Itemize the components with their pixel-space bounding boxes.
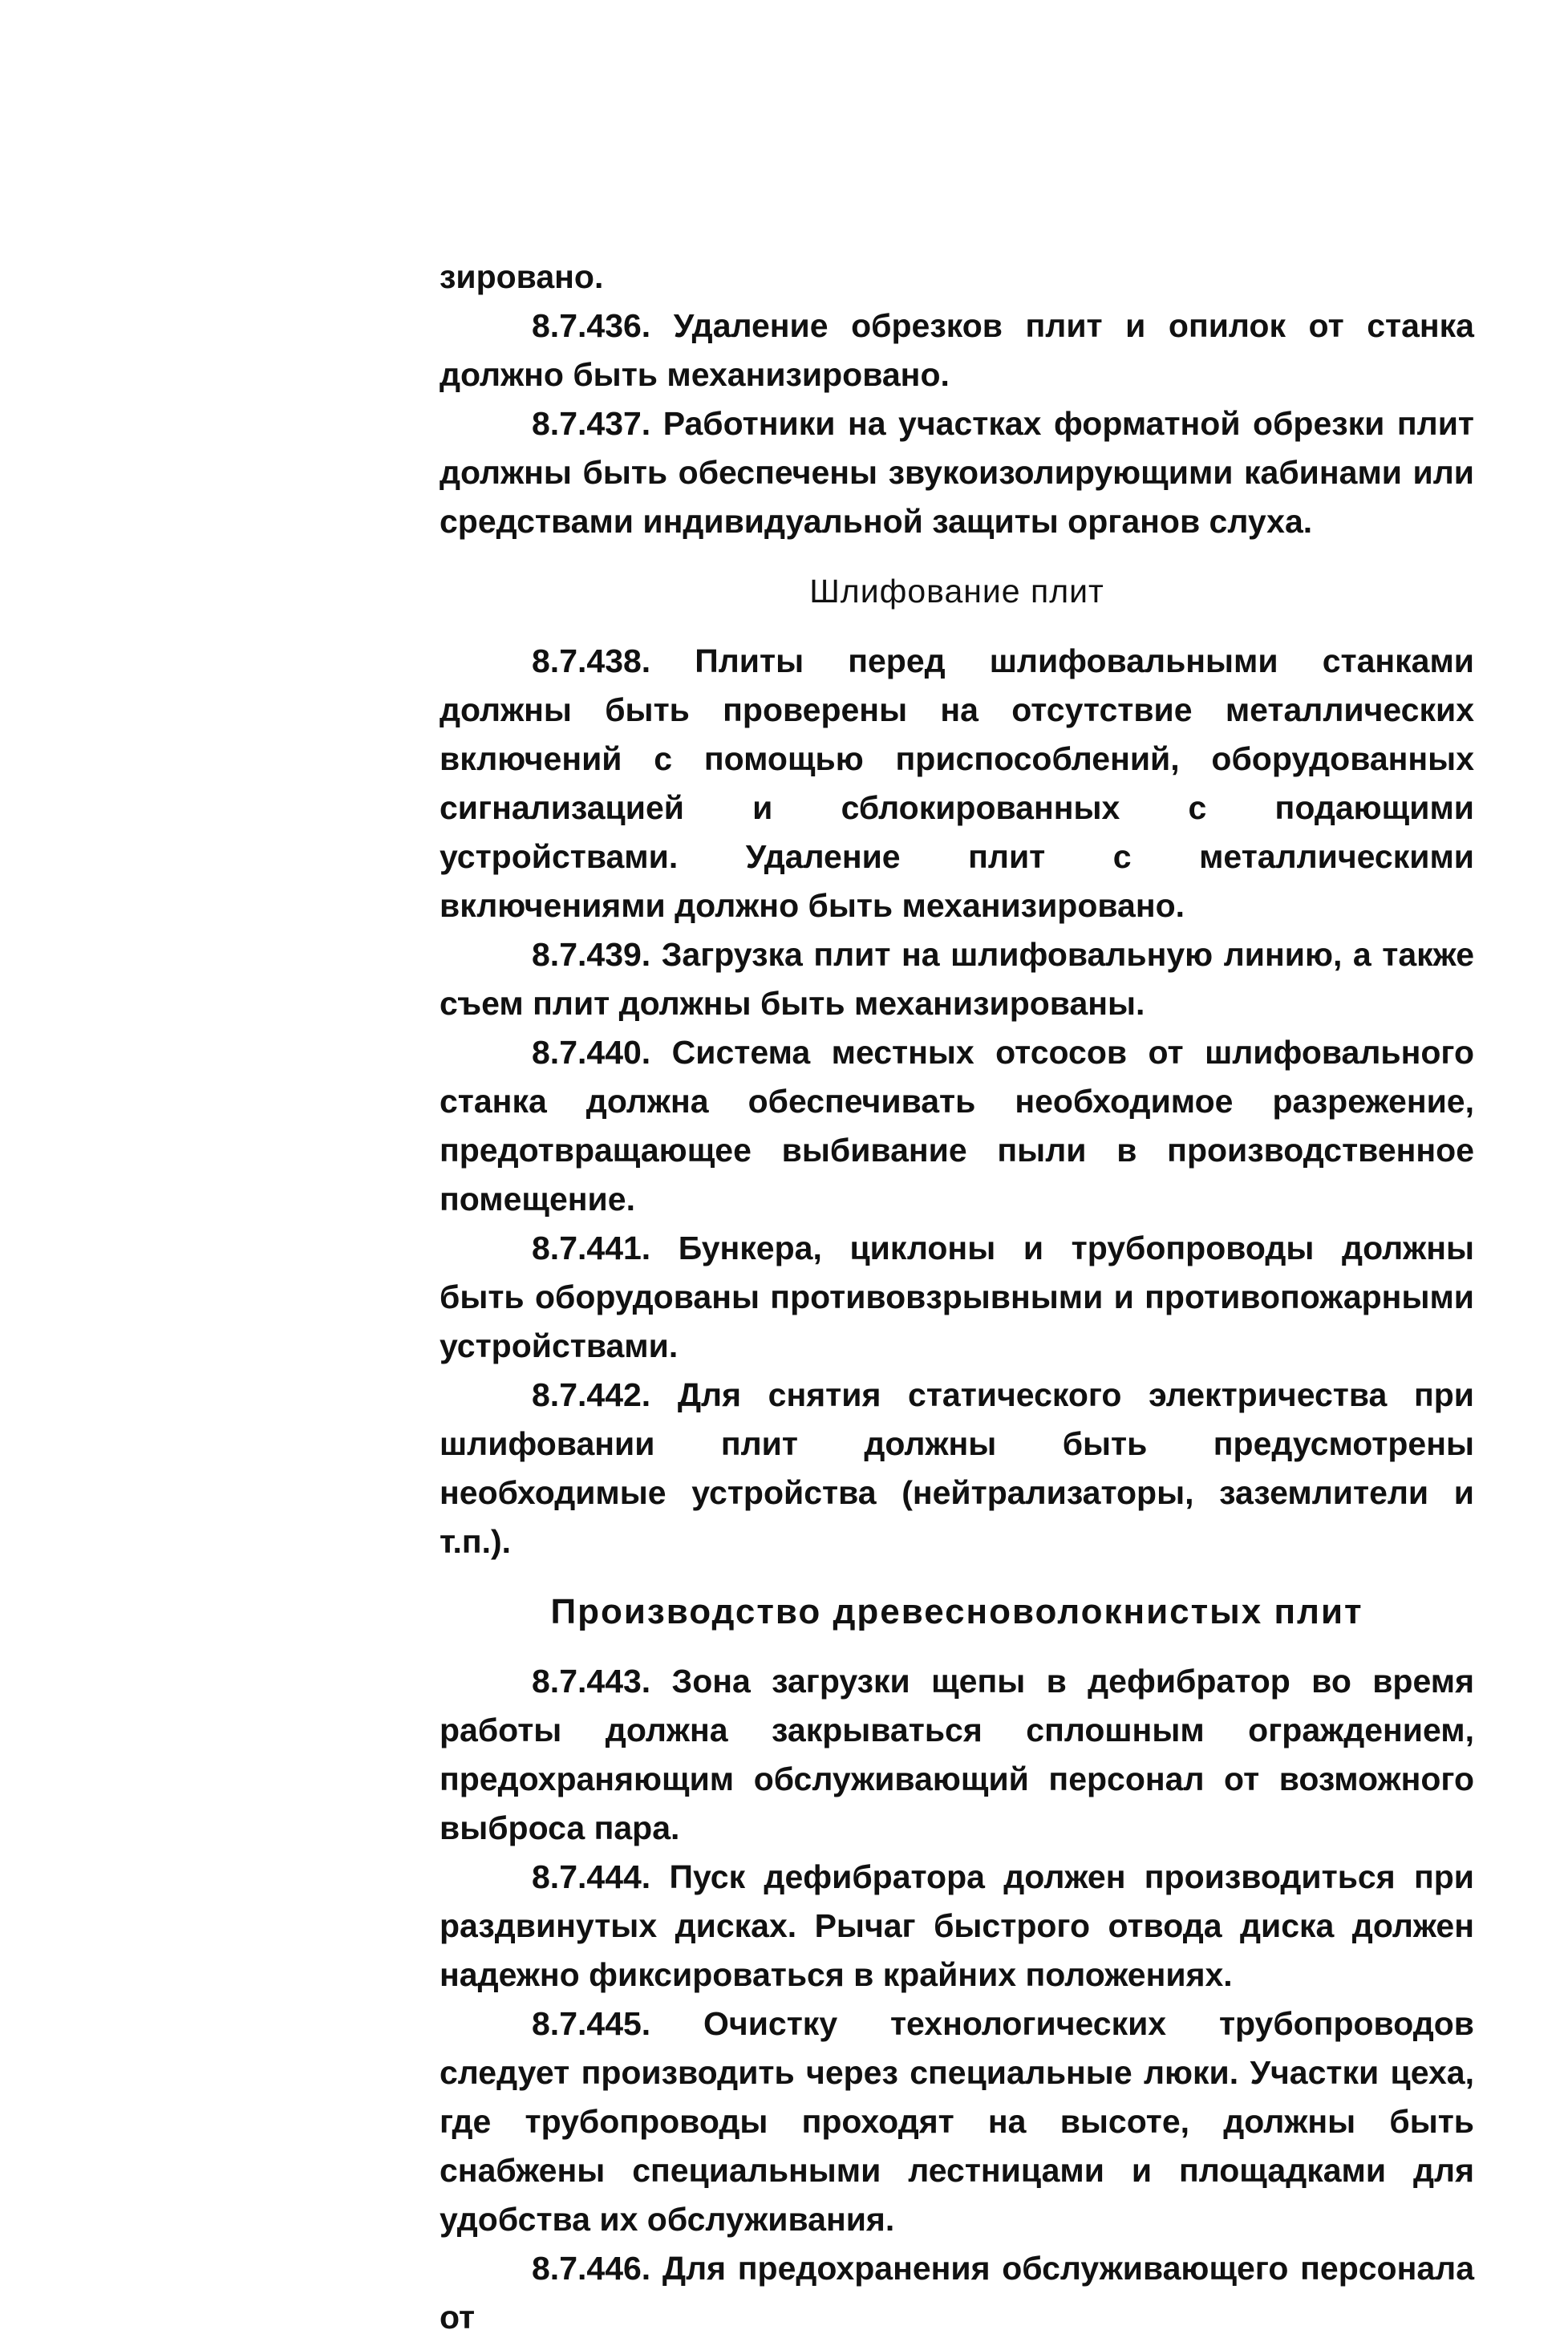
page-body [440, 253, 1474, 2342]
paragraph-8-7-439: 8.7.439. Загрузка плит на шлифовальную линию, а также съем плит должны быть механизированы. [440, 936, 1474, 1022]
section-heading-fiberboard: Производство древесноволокнистых плит [550, 1592, 1363, 1631]
paragraph-8-7-440: 8.7.440. Система местных отсосов от шлифовального станка должна обеспечивать необходимое разрежение, предотвращающее выбивание пыли в производственное помещение. [440, 1034, 1474, 1218]
paragraph-8-7-442: 8.7.442. Для снятия статического электричества при шлифовании плит должны быть предусмотрены необходимые устройства (нейтрализаторы, заземлители и т.п.). [440, 1376, 1474, 1560]
paragraph-8-7-443: 8.7.443. Зона загрузки щепы в дефибратор во время работы должна закрываться сплошным ограждением, предохраняющим обслуживающий персонал от возможного выброса пара. [440, 1663, 1474, 1846]
paragraph-8-7-446: 8.7.446. Для предохранения обслуживающего персонала от [440, 2250, 1474, 2336]
paragraph-8-7-437: 8.7.437. Работники на участках форматной обрезки плит должны быть обеспечены звукоизолирующими кабинами или средствами индивидуальной защиты органов слуха. [440, 405, 1474, 540]
section-heading-grinding: Шлифование плит [809, 573, 1104, 610]
paragraph-8-7-444: 8.7.444. Пуск дефибратора должен производиться при раздвинутых дисках. Рычаг быстрого отвода диска должен надежно фиксироваться в крайних положениях. [440, 1858, 1474, 1993]
paragraph-8-7-445: 8.7.445. Очистку технологических трубопроводов следует производить через специальные люки. Участки цеха, где трубопроводы проходят на высоте, должны быть снабжены специальными лестницами и площадками для удобства их обслуживания. [440, 2005, 1474, 2238]
paragraph-8-7-438: 8.7.438. Плиты перед шлифовальными станками должны быть проверены на отсутствие металлических включений с помощью приспособлений, оборудованных сигнализацией и сблокированных с подающими устройствами. Удаление плит с металлическими включениями должно быть механизировано. [440, 642, 1474, 924]
paragraph-continuation: зировано. [440, 258, 604, 295]
paragraph-8-7-436: 8.7.436. Удаление обрезков плит и опилок от станка должно быть механизировано. [440, 307, 1474, 393]
paragraph-8-7-441: 8.7.441. Бункера, циклоны и трубопроводы должны быть оборудованы противовзрывными и противопожарными устройствами. [440, 1230, 1474, 1364]
